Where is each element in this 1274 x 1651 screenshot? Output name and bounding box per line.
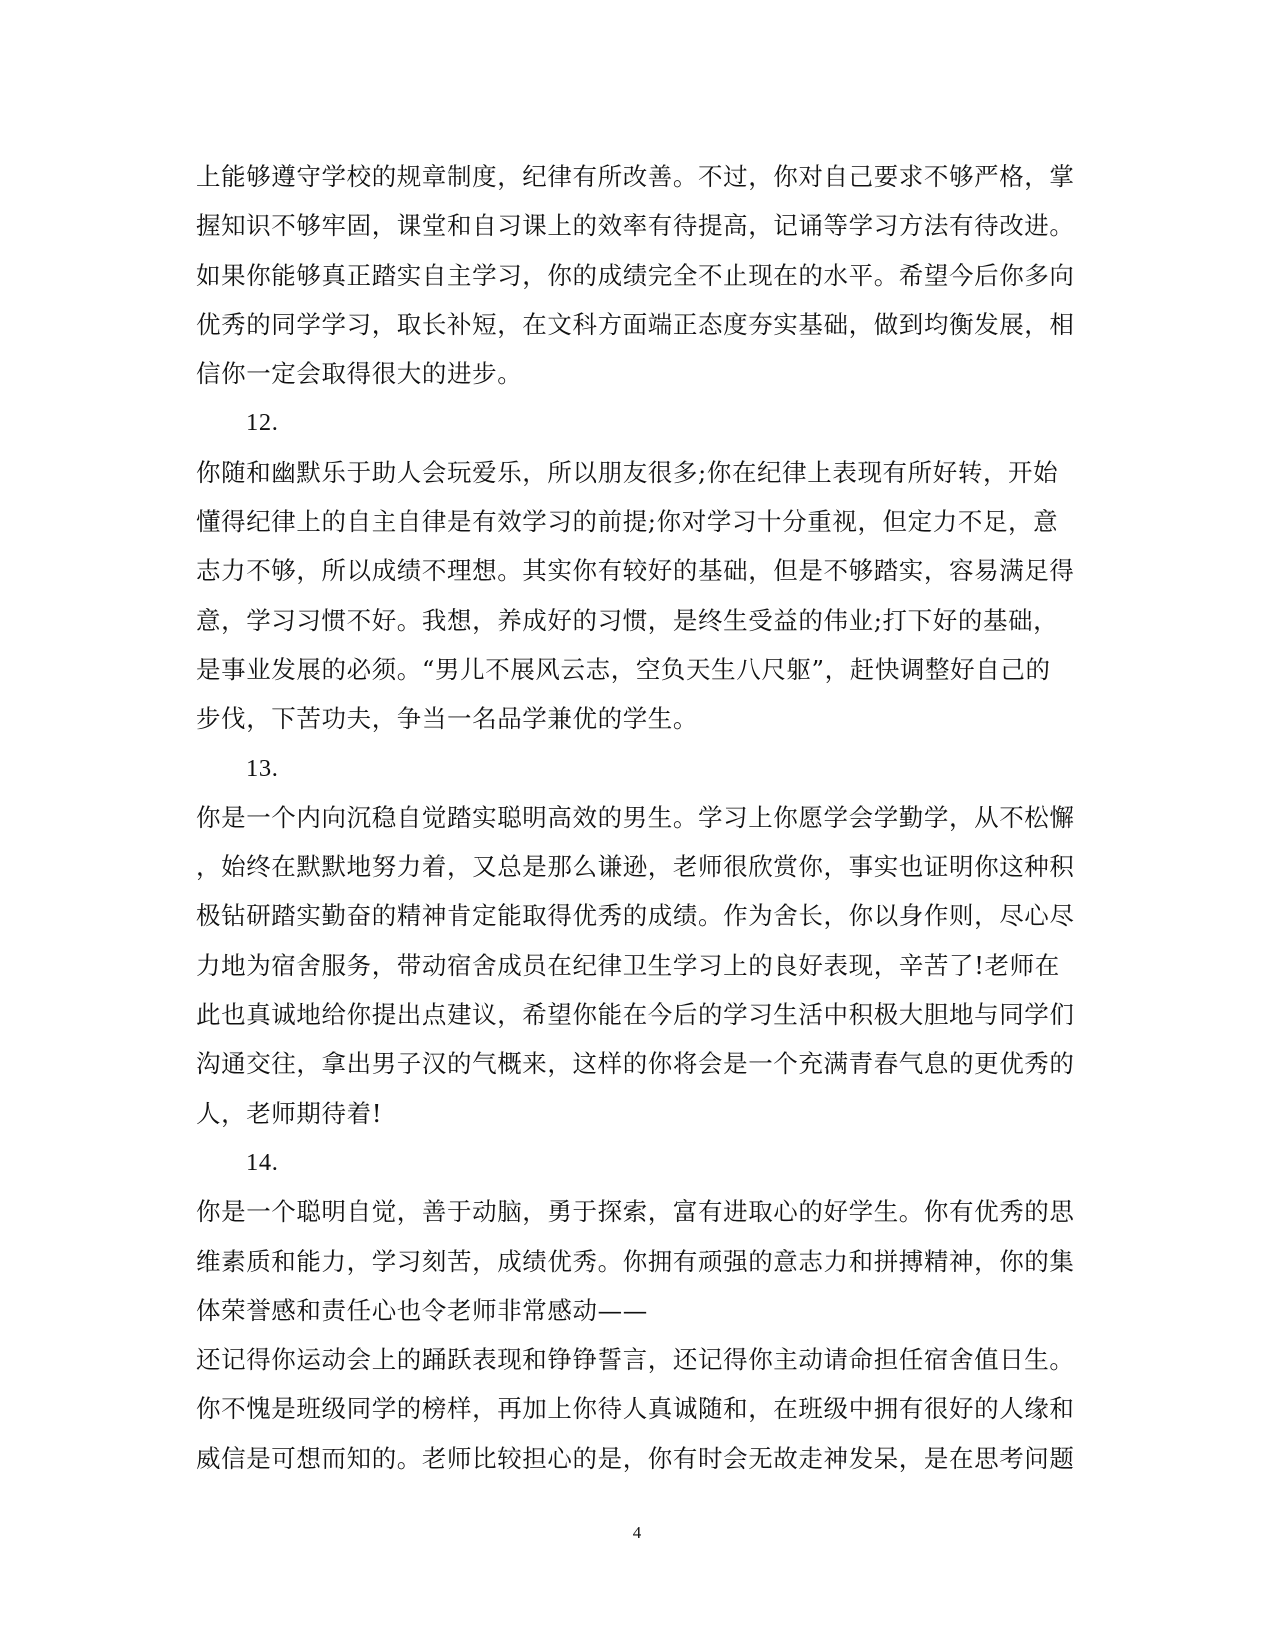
text-line: 极钻研踏实勤奋的精神肯定能取得优秀的成绩。作为舍长，你以身作则，尽心尽: [196, 901, 1075, 931]
text-line: 意，学习习惯不好。我想，养成好的习惯，是终生受益的伟业;打下好的基础，: [196, 605, 1059, 635]
text-line: 人，老师期待着!: [196, 1098, 383, 1128]
item-number: 13.: [246, 754, 279, 782]
text-line: 握知识不够牢固，课堂和自习课上的效率有待提高，记诵等学习方法有待改进。: [196, 211, 1075, 241]
text-line: 信你一定会取得很大的进步。: [196, 359, 523, 389]
text-line: 力地为宿舍服务，带动宿舍成员在纪律卫生学习上的良好表现，辛苦了!老师在: [196, 950, 1060, 980]
text-line: 维素质和能力，学习刻苦，成绩优秀。你拥有顽强的意志力和拼搏精神，你的集: [196, 1246, 1075, 1276]
text-line: 体荣誉感和责任心也令老师非常感动——: [196, 1295, 648, 1325]
text-line: 懂得纪律上的自主自律是有效学习的前提;你对学习十分重视，但定力不足，意: [196, 507, 1059, 537]
text-line: 还记得你运动会上的踊跃表现和铮铮誓言，还记得你主动请命担任宿舍值日生。: [196, 1345, 1075, 1375]
document-body: [196, 152, 1076, 1483]
text-line: 上能够遵守学校的规章制度，纪律有所改善。不过，你对自己要求不够严格，掌: [196, 162, 1075, 191]
text-line: 威信是可想而知的。老师比较担心的是，你有时会无故走神发呆，是在思考问题: [196, 1443, 1075, 1473]
text-line: 如果你能够真正踏实自主学习，你的成绩完全不止现在的水平。希望今后你多向: [196, 260, 1075, 290]
page-number: 4: [632, 1523, 642, 1542]
item-number: 14.: [246, 1148, 279, 1176]
text-line: 此也真诚地给你提出点建议，希望你能在今后的学习生活中积极大胆地与同学们: [196, 1000, 1075, 1030]
text-line: 你不愧是班级同学的榜样，再加上你待人真诚随和，在班级中拥有很好的人缘和: [196, 1394, 1075, 1424]
text-line: 你是一个内向沉稳自觉踏实聪明高效的男生。学习上你愿学会学勤学，从不松懈: [196, 802, 1075, 832]
text-line: ，始终在默默地努力着，又总是那么谦逊，老师很欣赏你，事实也证明你这种积: [196, 852, 1075, 882]
text-line: 你随和幽默乐于助人会玩爱乐，所以朋友很多;你在纪律上表现有所好转，开始: [196, 457, 1059, 487]
text-line: 志力不够，所以成绩不理想。其实你有较好的基础，但是不够踏实，容易满足得: [196, 556, 1075, 586]
text-line: 你是一个聪明自觉，善于动脑，勇于探索，富有进取心的好学生。你有优秀的思: [196, 1197, 1075, 1227]
text-line: 步伐，下苦功夫，争当一名品学兼优的学生。: [196, 704, 698, 734]
text-line: 沟通交往，拿出男子汉的气概来，这样的你将会是一个充满青春气息的更优秀的: [196, 1049, 1075, 1079]
text-line: 是事业发展的必须。“男儿不展风云志，空负天生八尺躯”，赶快调整好自己的: [196, 654, 1051, 684]
text-line: 优秀的同学学习，取长补短，在文科方面端正态度夯实基础，做到均衡发展，相: [196, 309, 1075, 339]
item-number: 12.: [246, 409, 279, 437]
